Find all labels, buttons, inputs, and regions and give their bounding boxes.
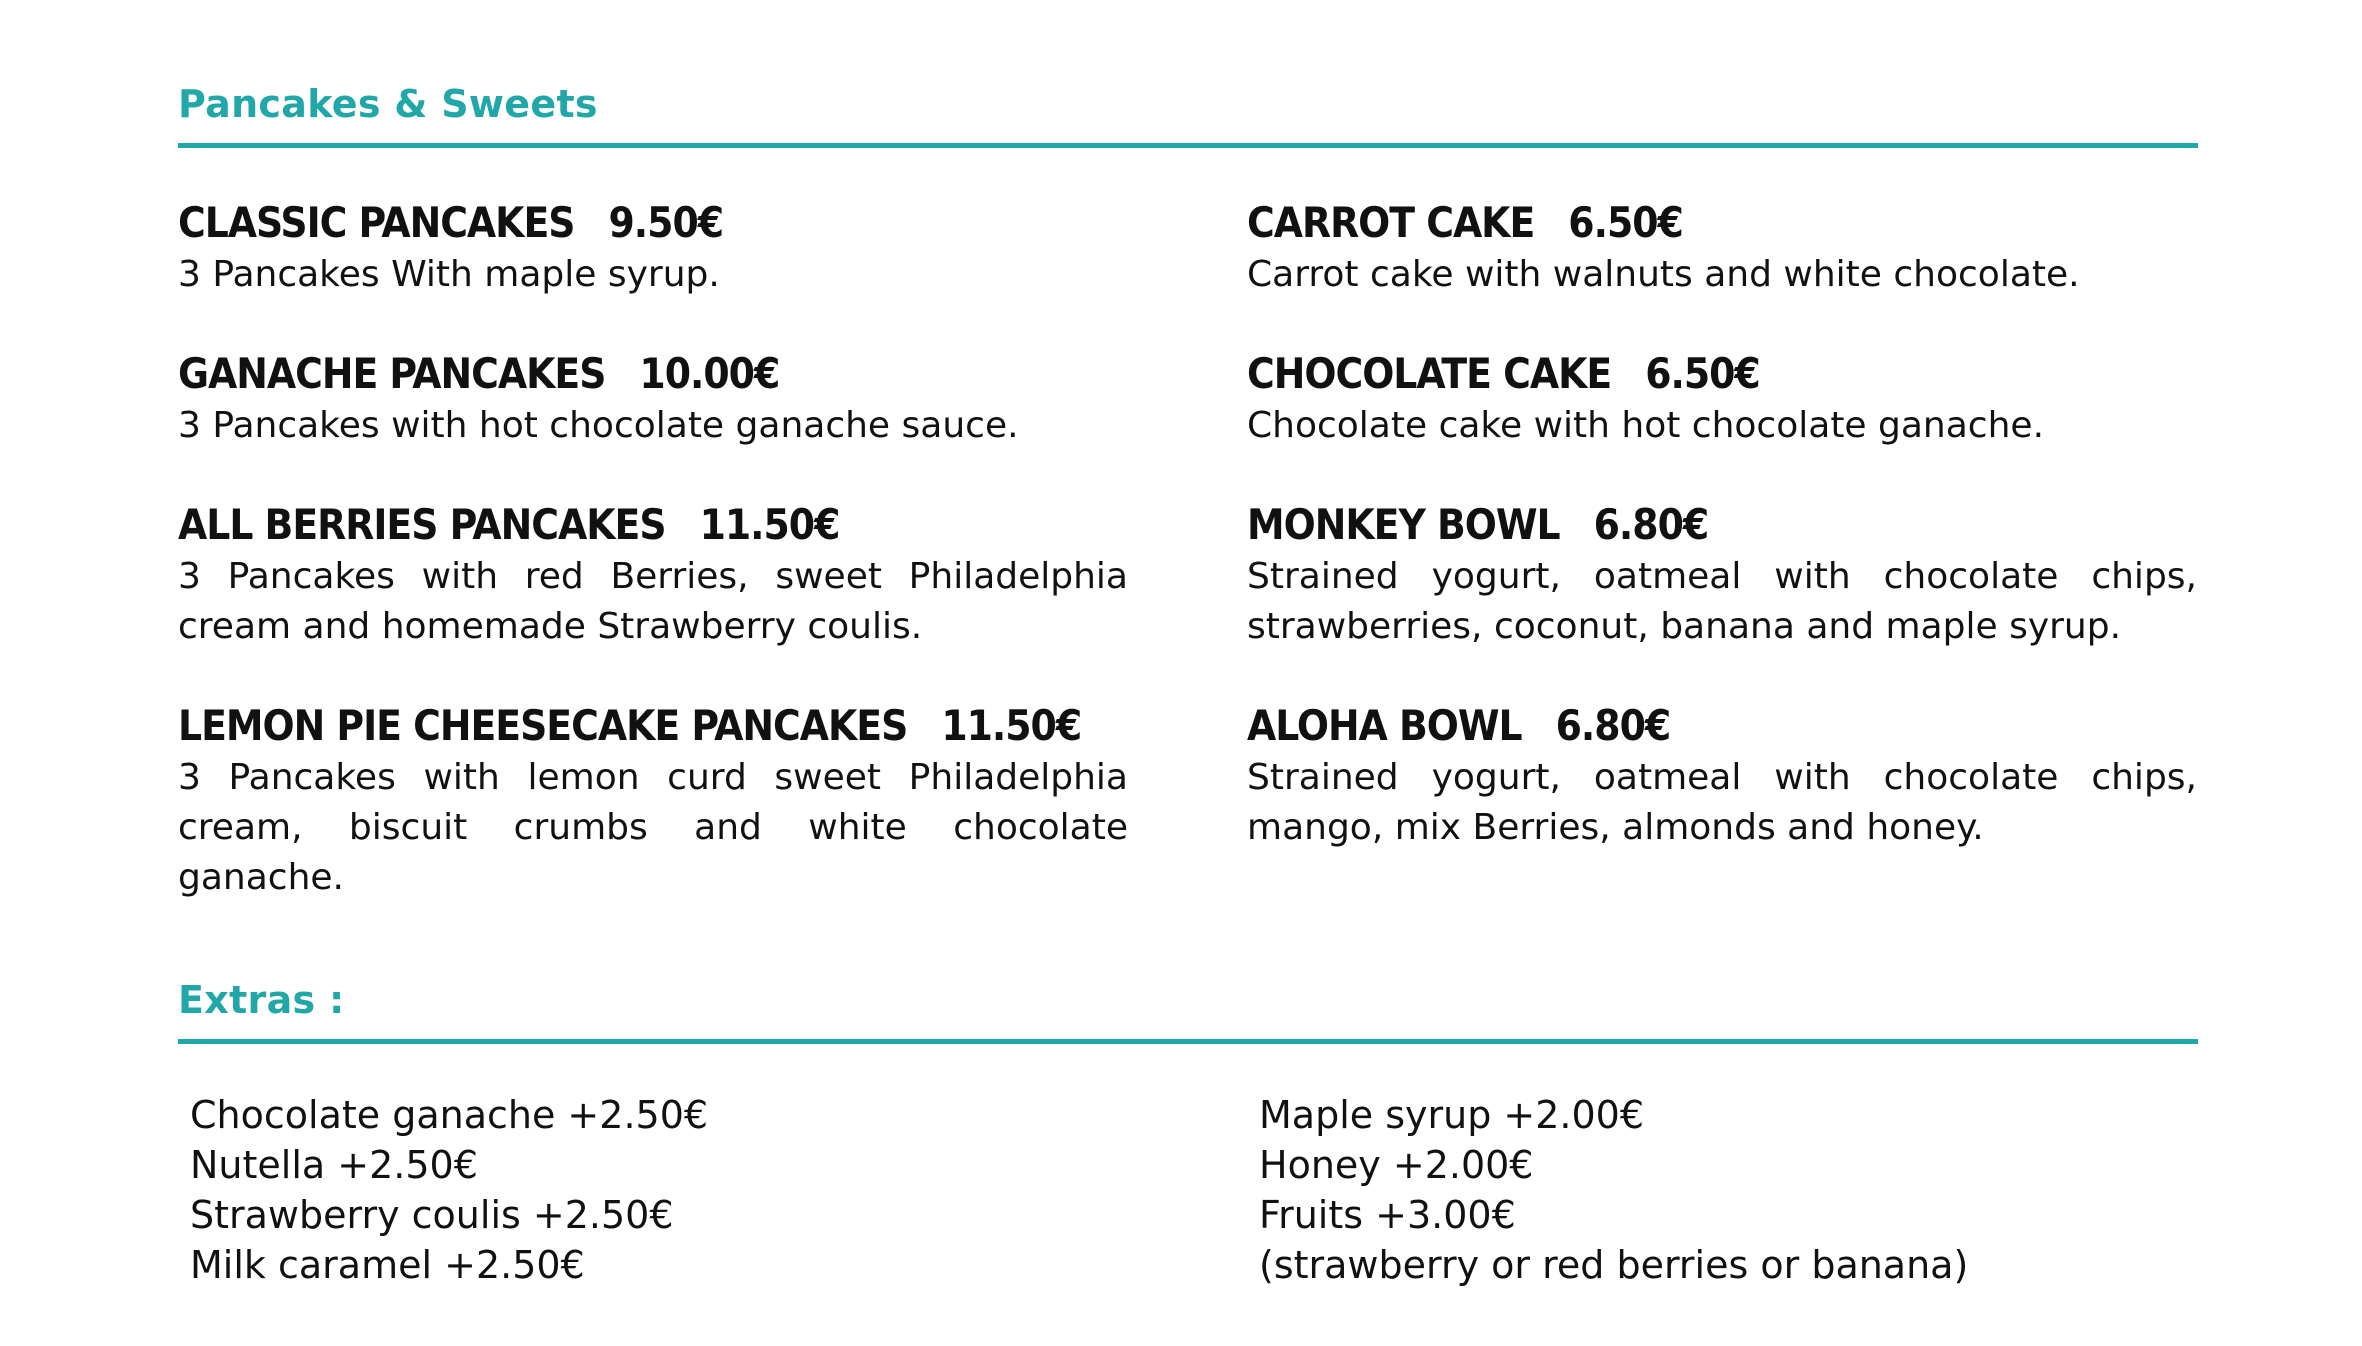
item-description: Strained yogurt, oatmeal with chocolate chips, mango, mix Berries, almonds and honey. — [1247, 757, 2197, 848]
section-title-extras: Extras : — [178, 978, 345, 1022]
item-price: 6.50€ — [1645, 349, 1760, 398]
item-name: CARROT CAKE — [1247, 198, 1535, 247]
item-price: 6.80€ — [1593, 500, 1709, 549]
item-description: Chocolate cake with hot chocolate ganache. — [1247, 405, 2045, 446]
extra-item: Milk caramel +2.50€ — [190, 1243, 585, 1287]
extra-item: Maple syrup +2.00€ — [1259, 1093, 1645, 1137]
item-name: LEMON PIE CHEESECAKE PANCAKES — [178, 701, 908, 750]
item-description: Carrot cake with walnuts and white chocolate. — [1247, 254, 2080, 295]
menu-item-classic-pancakes — [178, 196, 1128, 300]
item-name: GANACHE PANCAKES — [178, 349, 606, 398]
extras-list-left — [190, 1090, 708, 1290]
menu-item-aloha-bowl — [1247, 699, 2197, 853]
section-divider-main — [178, 143, 2198, 148]
menu-item-carrot-cake — [1247, 196, 2197, 300]
extras-list-right — [1259, 1090, 1968, 1290]
extra-item: (strawberry or red berries or banana) — [1259, 1243, 1969, 1287]
item-name: ALL BERRIES PANCAKES — [178, 500, 666, 549]
item-description: 3 Pancakes with lemon curd sweet Philadelphia cream, biscuit crumbs and white chocolate ganache. — [178, 757, 1128, 898]
section-title-pancakes-sweets: Pancakes & Sweets — [178, 82, 598, 126]
item-description: 3 Pancakes With maple syrup. — [178, 254, 720, 295]
item-name: CHOCOLATE CAKE — [1247, 349, 1612, 398]
item-price: 6.50€ — [1568, 198, 1683, 247]
extra-item: Fruits +3.00€ — [1259, 1193, 1516, 1237]
item-price: 6.80€ — [1555, 701, 1671, 750]
item-name: CLASSIC PANCAKES — [178, 198, 575, 247]
item-price: 11.50€ — [941, 701, 1082, 750]
extra-item: Chocolate ganache +2.50€ — [190, 1093, 709, 1137]
extra-item: Nutella +2.50€ — [190, 1143, 478, 1187]
menu-item-ganache-pancakes — [178, 347, 1128, 451]
section-divider-extras — [178, 1039, 2198, 1044]
item-description: Strained yogurt, oatmeal with chocolate chips, strawberries, coconut, banana and maple syrup. — [1247, 556, 2197, 647]
item-description: 3 Pancakes with red Berries, sweet Philadelphia cream and homemade Strawberry coulis. — [178, 556, 1128, 647]
extra-item: Strawberry coulis +2.50€ — [190, 1193, 674, 1237]
item-description: 3 Pancakes with hot chocolate ganache sauce. — [178, 405, 1019, 446]
menu-item-lemon-pie-cheesecake-pancakes — [178, 699, 1128, 903]
item-price: 11.50€ — [699, 500, 840, 549]
item-price: 9.50€ — [608, 198, 724, 247]
menu-item-monkey-bowl — [1247, 498, 2197, 652]
item-name: ALOHA BOWL — [1247, 701, 1522, 750]
item-name: MONKEY BOWL — [1247, 500, 1560, 549]
menu-item-all-berries-pancakes — [178, 498, 1128, 652]
menu-item-chocolate-cake — [1247, 347, 2197, 451]
item-price: 10.00€ — [639, 349, 780, 398]
extra-item: Honey +2.00€ — [1259, 1143, 1534, 1187]
